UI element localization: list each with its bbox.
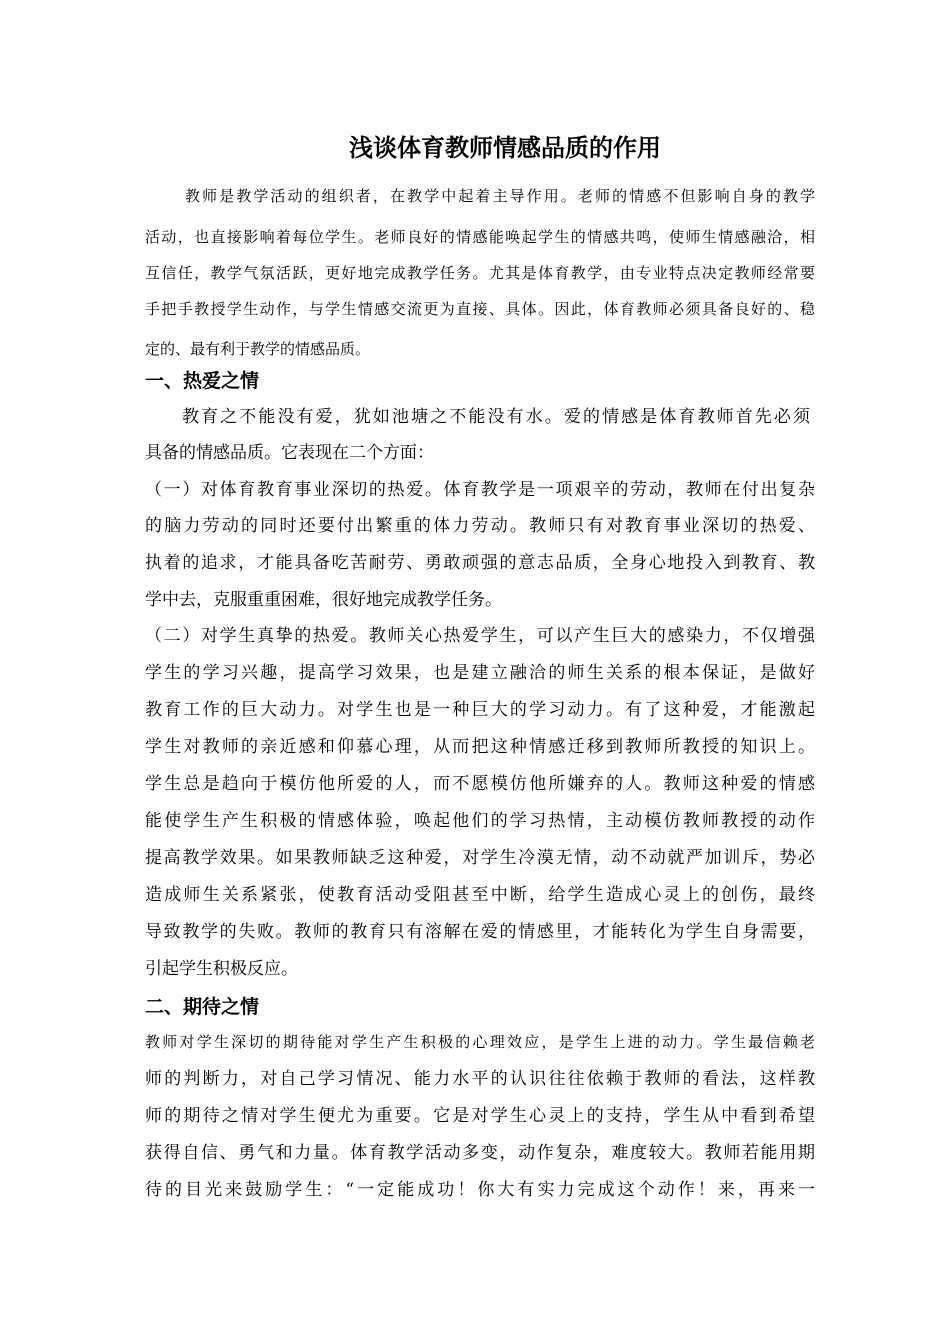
paragraph-line: 师的期待之情对学生便尤为重要。它是对学生心灵上的支持，学生从中看到希望 — [145, 1106, 815, 1126]
paragraph-line: 学中去，克服重重困难，很好地完成教学任务。 — [145, 590, 502, 610]
paragraph-line: 导致教学的失败。教师的教育只有溶解在爱的情感里，才能转化为学生自身需要， — [145, 922, 815, 942]
paragraph-line: 获得自信、勇气和力量。体育教学活动多变，动作复杂，难度较大。教师若能用期 — [145, 1143, 815, 1163]
paragraph-line: 待的目光来鼓励学生：“一定能成功！你大有实力完成这个动作！来，再来一 — [145, 1180, 815, 1200]
paragraph-line: 执着的追求，才能具备吃苦耐劳、勇敢顽强的意志品质，全身心地投入到教育、教 — [145, 553, 815, 573]
paragraph-line: 教育工作的巨大动力。对学生也是一种巨大的学习动力。有了这种爱，才能激起 — [145, 700, 815, 720]
paragraph-line: 学生的学习兴趣，提高学习效果，也是建立融洽的师生关系的根本保证，是做好 — [145, 663, 815, 683]
paragraph-line: 学生总是趋向于模仿他所爱的人，而不愿模仿他所嫌弃的人。教师这种爱的情感 — [145, 774, 815, 794]
paragraph-line: 具备的情感品质。它表现在二个方面： — [145, 443, 434, 463]
intro-line: 教师是教学活动的组织者，在教学中起着主导作用。老师的情感不但影响自身的教学 — [185, 187, 815, 205]
paragraph-line: （二）对学生真挚的热爱。教师关心热爱学生，可以产生巨大的感染力，不仅增强 — [145, 626, 815, 646]
section-heading: 一、热爱之情 — [145, 370, 260, 392]
intro-line: 互信任，教学气氛活跃，更好地完成教学任务。尤其是体育教学，由专业特点决定教师经常要 — [145, 264, 815, 282]
paragraph-line: 学生对教师的亲近感和仰慕心理，从而把这种情感迁移到教师所教授的知识上。 — [145, 737, 815, 757]
document-title: 浅谈体育教师情感品质的作用 — [349, 134, 661, 162]
paragraph-line: 教育之不能没有爱，犹如池塘之不能没有水。爱的情感是体育教师首先必须 — [182, 407, 810, 427]
paragraph-line: 师的判断力，对自己学习情况、能力水平的认识往往依赖于教师的看法，这样教 — [145, 1069, 815, 1089]
paragraph-line: （一）对体育教育事业深切的热爱。体育教学是一项艰辛的劳动，教师在付出复杂 — [145, 480, 815, 500]
section-heading: 二、期待之情 — [145, 996, 260, 1018]
paragraph-line: 造成师生关系紧张，使教育活动受阻甚至中断，给学生造成心灵上的创伤，最终 — [145, 885, 815, 905]
intro-line: 活动，也直接影响着每位学生。老师良好的情感能唤起学生的情感共鸣，使师生情感融洽，相 — [145, 228, 815, 246]
intro-line: 手把手教授学生动作，与学生情感交流更为直接、具体。因此，体育教师必须具备良好的、稳 — [145, 300, 815, 318]
paragraph-line: 引起学生积极反应。 — [145, 959, 298, 979]
paragraph-line: 能使学生产生积极的情感体验，唤起他们的学习热情，主动模仿教师教授的动作 — [145, 811, 815, 831]
paragraph-line: 的脑力劳动的同时还要付出繁重的体力劳动。教师只有对教育事业深切的热爱、 — [145, 516, 815, 536]
paragraph-line: 提高教学效果。如果教师缺乏这种爱，对学生冷漠无情，动不动就严加训斥，势必 — [145, 848, 815, 868]
intro-line: 定的、最有利于教学的情感品质。 — [145, 340, 371, 358]
paragraph-line: 教师对学生深切的期待能对学生产生积极的心理效应，是学生上进的动力。学生最信赖老 — [145, 1033, 815, 1051]
